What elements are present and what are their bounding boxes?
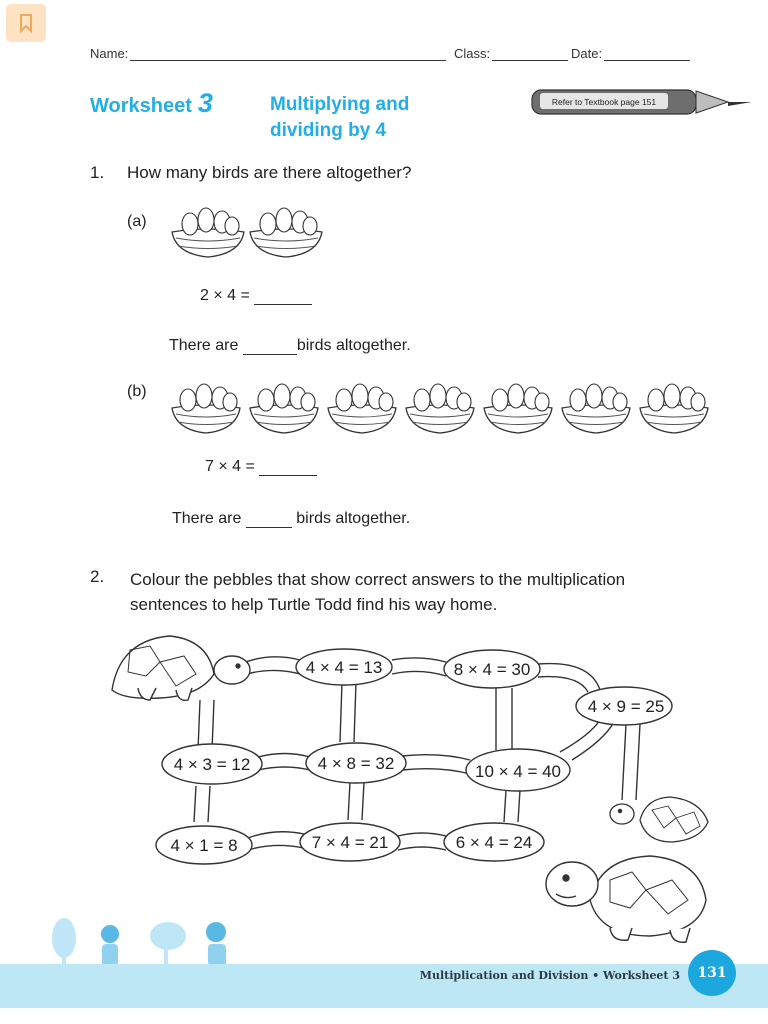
nest-b3 bbox=[328, 384, 396, 433]
pebble-label-9: 6 × 4 = 24 bbox=[455, 833, 533, 852]
nests-a bbox=[168, 204, 332, 262]
q1b-sentence-blank[interactable] bbox=[246, 513, 292, 528]
q2-text bbox=[130, 567, 625, 617]
q1b-label: (b) bbox=[127, 383, 147, 400]
pebble-maze bbox=[0, 620, 768, 950]
q1a-equation bbox=[200, 287, 312, 305]
worksheet-title bbox=[270, 92, 409, 144]
q1-number: 1. bbox=[90, 163, 105, 182]
pebble-label-1: 4 × 4 = 13 bbox=[305, 658, 383, 677]
name-label: Name: bbox=[90, 46, 129, 61]
q1a-sentence-blank[interactable] bbox=[243, 340, 297, 355]
nest-b5 bbox=[484, 384, 552, 433]
pebble-label-8: 7 × 4 = 21 bbox=[311, 833, 389, 852]
pencil-reference bbox=[530, 86, 756, 118]
pebble-label-7: 4 × 1 = 8 bbox=[170, 836, 238, 855]
q1b-equation bbox=[205, 458, 317, 476]
nest-b6 bbox=[562, 384, 630, 433]
nest-1 bbox=[172, 208, 244, 257]
nest-2 bbox=[250, 208, 322, 257]
nest-b7 bbox=[640, 384, 708, 433]
pebble-label-5: 4 × 8 = 32 bbox=[317, 754, 395, 773]
reference-text: Refer to Textbook page 151 bbox=[551, 97, 657, 107]
q1b-sentence-start: There are bbox=[172, 510, 242, 527]
q1-text: How many birds are there altogether? bbox=[127, 163, 412, 182]
name-field bbox=[90, 46, 446, 61]
pebble-label-6: 10 × 4 = 40 bbox=[474, 762, 562, 781]
class-label: Class: bbox=[454, 46, 491, 61]
nest-b4 bbox=[406, 384, 474, 433]
date-label: Date: bbox=[571, 46, 603, 61]
footer-text: Multiplication and Division • Worksheet 3 bbox=[419, 969, 680, 982]
q1b-sentence-end: birds altogether. bbox=[296, 510, 411, 527]
title-line-1: Multiplying and bbox=[270, 94, 410, 115]
q1a-answer-blank[interactable] bbox=[254, 290, 312, 305]
q1a-sentence-end: birds altogether. bbox=[296, 337, 411, 354]
bush-icon bbox=[150, 922, 186, 950]
q1b-sentence bbox=[172, 510, 410, 528]
q1a-label: (a) bbox=[127, 213, 147, 230]
pebble-label-2: 8 × 4 = 30 bbox=[453, 660, 531, 679]
worksheet-number: 3 bbox=[197, 88, 213, 118]
pebble-label-3: 4 × 9 = 25 bbox=[587, 697, 665, 716]
q2-line-2: sentences to help Turtle Todd find his way home. bbox=[130, 595, 498, 614]
home-turtle-icon bbox=[546, 856, 706, 942]
q1a-sentence bbox=[169, 337, 411, 355]
q1b-answer-blank[interactable] bbox=[259, 461, 317, 476]
bookmark-button[interactable] bbox=[6, 4, 46, 42]
nest-b1 bbox=[172, 384, 240, 433]
worksheet-heading bbox=[90, 88, 213, 119]
class-field bbox=[454, 46, 568, 61]
q1a-sentence-start: There are bbox=[169, 337, 239, 354]
q2-number: 2. bbox=[90, 567, 105, 586]
page-number: 131 bbox=[688, 950, 736, 996]
date-field bbox=[571, 46, 690, 61]
q2-line-1: Colour the pebbles that show correct answers to the multiplication bbox=[130, 570, 626, 589]
title-line-2: dividing by 4 bbox=[270, 120, 387, 141]
q1b-equation-text: 7 × 4 = bbox=[205, 458, 255, 475]
q1a-equation-text: 2 × 4 = bbox=[200, 287, 250, 304]
nests-b bbox=[168, 380, 718, 440]
pebble-label-4: 4 × 3 = 12 bbox=[173, 755, 251, 774]
worksheet-label: Worksheet bbox=[90, 95, 192, 117]
small-turtle-icon bbox=[610, 797, 708, 842]
turtle-todd-icon bbox=[112, 636, 250, 700]
nest-b2 bbox=[250, 384, 318, 433]
bookmark-icon bbox=[18, 13, 34, 33]
